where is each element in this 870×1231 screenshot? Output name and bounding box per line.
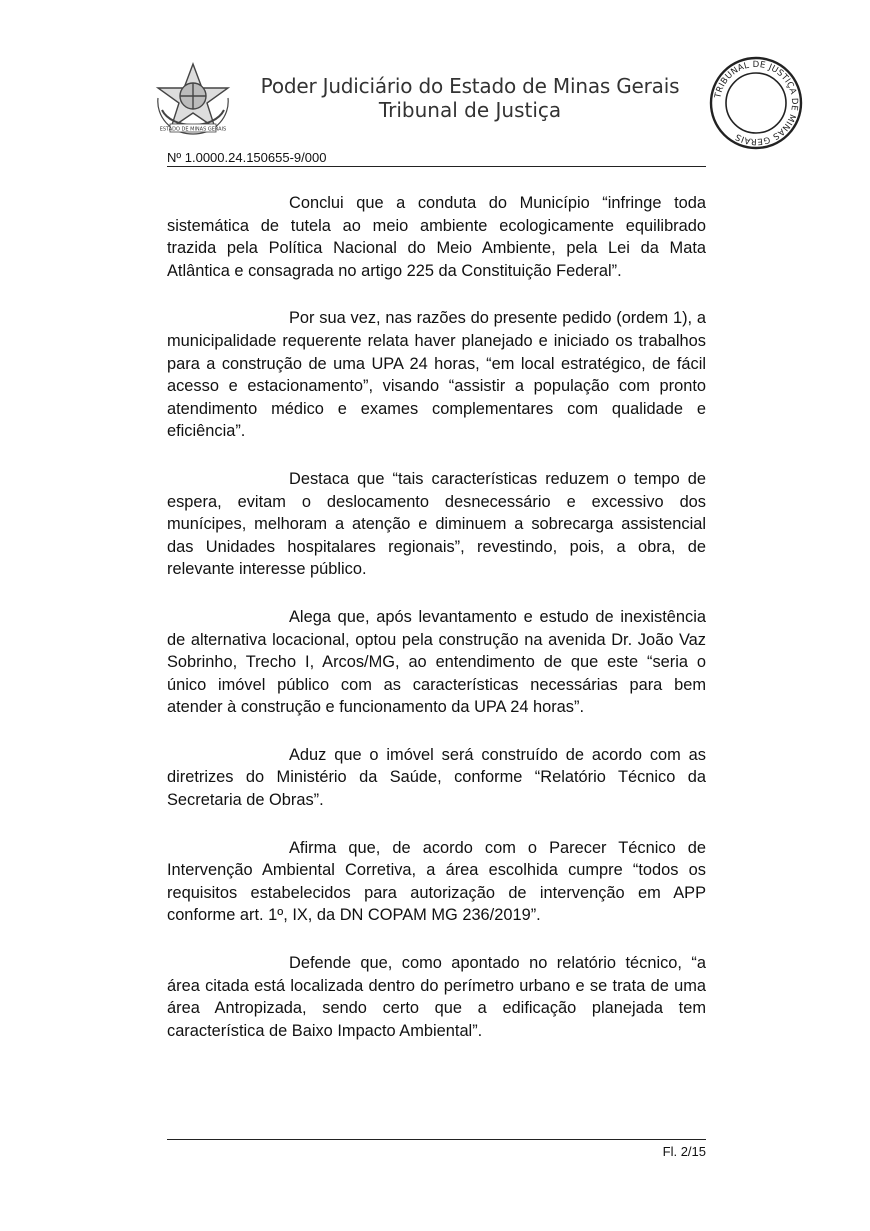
- document-body: [167, 192, 706, 1067]
- court-name: Poder Judiciário do Estado de Minas Gerais: [260, 74, 680, 98]
- paragraph: Afirma que, de acordo com o Parecer Técnico de Intervenção Ambiental Corretiva, a área escolhida cumpre “todos os requisitos estabelecidos para autorização de intervenção em APP conforme art. 1º, IX, da DN COPAM MG 236/2019”.: [167, 838, 706, 925]
- paragraph: Por sua vez, nas razões do presente pedido (ordem 1), a municipalidade requerente relata haver planejado e iniciado os trabalhos para a construção de uma UPA 24 horas, “em local estratégico, de fácil acesso e estacionamento”, visando “assistir a população com pronto atendimento médico e exames complementares com qualidade e eficiência”.: [167, 309, 706, 441]
- coat-of-arms-icon: [152, 58, 234, 138]
- process-number: Nº 1.0000.24.150655-9/000: [167, 150, 706, 167]
- court-subtitle: Tribunal de Justiça: [378, 98, 562, 122]
- paragraph: Conclui que a conduta do Município “infringe toda sistemática de tutela ao meio ambiente ecologicamente equilibrado trazida pela Política Nacional do Meio Ambiente, pela Lei da Mata Atlântica e consagrada no artigo 225 da Constituição Federal”.: [167, 194, 706, 280]
- court-seal-icon: [708, 55, 804, 151]
- page-folio: Fl. 2/15: [662, 1144, 706, 1159]
- court-title-block: [240, 74, 700, 122]
- coat-motto: ESTADO DE MINAS GERAIS: [159, 126, 227, 133]
- paragraph: Destaca que “tais características reduzem o tempo de espera, evitam o deslocamento desnecessário e excessivo dos munícipes, melhoram a atenção e diminuem a sobrecarga assistencial das Unidades hospitalares regionais”, revestindo, pois, a obra, de relevante interesse público.: [167, 469, 706, 579]
- paragraph: Alega que, após levantamento e estudo de inexistência de alternativa locacional, optou pela construção na avenida Dr. João Vaz Sobrinho, Trecho I, Arcos/MG, ao entendimento de que este “seria o único imóvel público com as características necessárias para bem atender à construção e funcionamento da UPA 24 horas”.: [167, 607, 706, 717]
- seal-text: TRIBUNAL DE JUSTIÇA DE MINAS GERAIS: [713, 59, 800, 147]
- paragraph: Defende que, como apontado no relatório técnico, “a área citada está localizada dentro do perímetro urbano e se trata de uma área Antropizada, sendo certo que a edificação planejada tem característica de Baixo Impacto Ambiental”.: [167, 954, 706, 1040]
- footer-divider: [167, 1139, 706, 1140]
- paragraph: Aduz que o imóvel será construído de acordo com as diretrizes do Ministério da Saúde, conforme “Relatório Técnico da Secretaria de Obras”.: [167, 745, 706, 810]
- letterhead: [152, 58, 712, 138]
